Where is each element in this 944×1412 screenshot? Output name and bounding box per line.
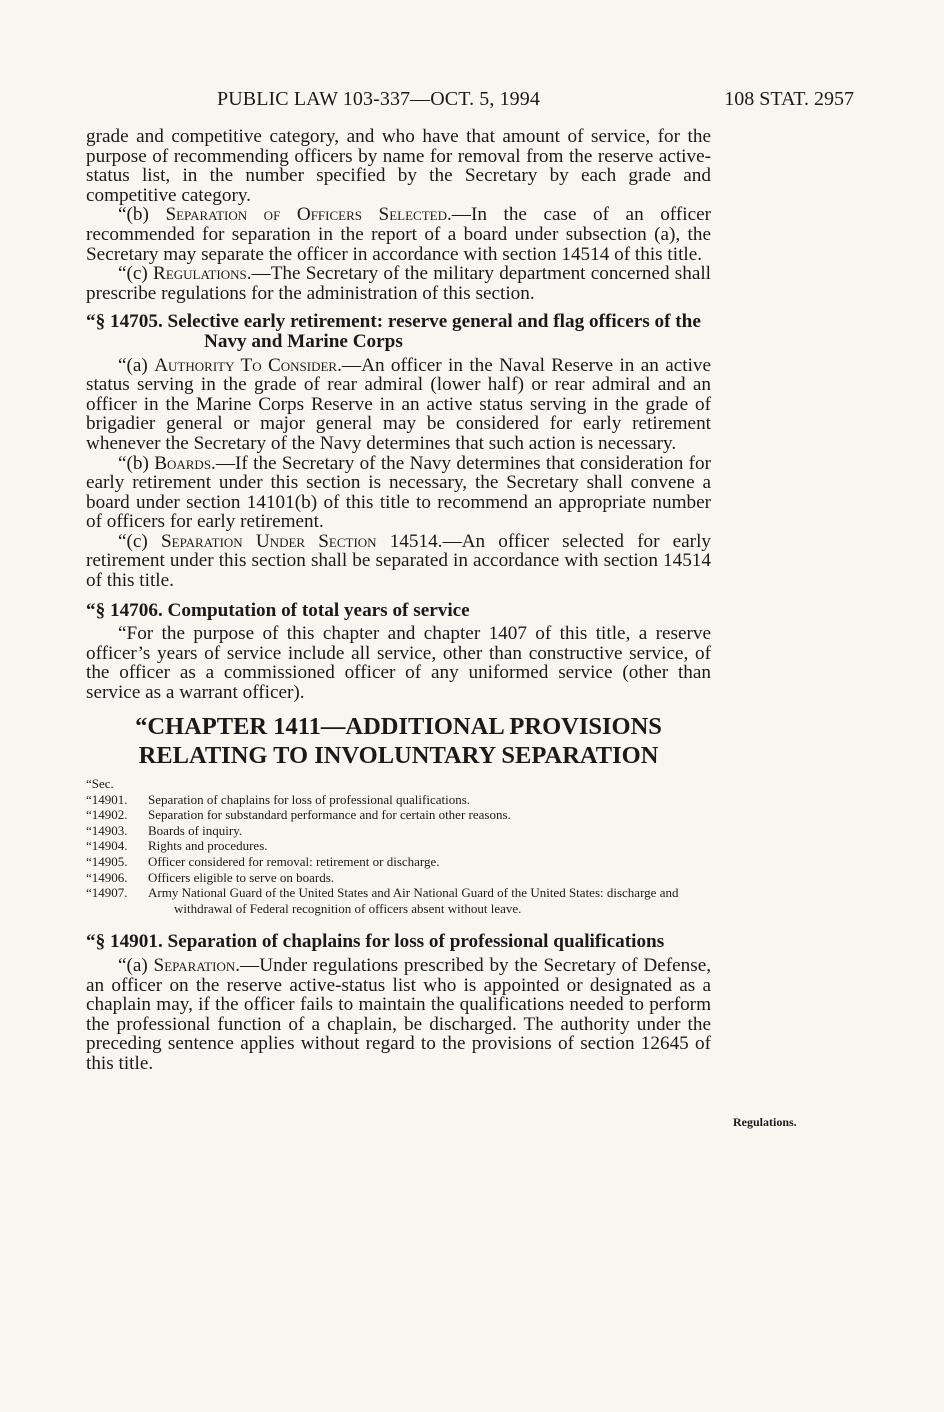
paragraph-14705-a [86,356,711,454]
chapter-title-line-1: “CHAPTER 1411—ADDITIONAL PROVISIONS [135,712,662,740]
para-text: 14514.—An officer selected for early retirement under this section shall be separated in accordance with section 14514 of this title. [86,530,711,592]
paragraph-c-regulations [86,264,711,303]
toc-text: Boards of inquiry. [148,822,243,838]
toc-item [86,885,711,916]
para-text: —If the Secretary of the Navy determines that consideration for early retirement under this section is necessary, the Secretary shall convene a board under section 14101(b) of this title to recommend an appropriate number of officers for early retirement. [86,452,711,533]
section-heading-14705: “§ 14705. Selective early retirement: reserve general and flag officers of the Navy and Marine Corps [86,311,701,352]
toc-number: “14904. [86,838,128,854]
para-text: —An officer in the Naval Reserve in an active status serving in the grade of rear admiral (lower half) or rear admiral and an officer in the Marine Corps Reserve in an active status serving in the grade of brigadier general or major general may be considered for early retirement whenever the Secretary of the Navy determines that such action is necessary. [86,354,712,454]
para-text: —The Secretary of the military department concerned shall prescribe regulations for the administration of this section. [86,263,711,304]
para-heading: Boards. [154,452,216,474]
toc-item [86,792,711,808]
section-heading-14901: “§ 14901. Separation of chaplains for loss of professional qualifications [86,931,665,953]
toc-text: Rights and procedures. [148,838,268,854]
para-prefix: “(a) [118,354,155,376]
toc-number: “14906. [86,869,128,885]
chapter-title [86,712,711,770]
toc-text: Separation of chaplains for loss of professional qualifications. [148,791,471,807]
toc-label: “Sec. [86,775,114,791]
page-header [0,88,944,118]
toc-number: “14903. [86,822,128,838]
margin-note-regulations: Regulations. [733,1115,797,1129]
para-text: —Under regulations prescribed by the Secretary of Defense, an officer on the reserve active-status list who is appointed or designated as a chaplain may, if the officer fails to maintain the qualifications needed to perform the professional function of a chaplain, be discharged. The authority under the preceding sentence applies without regard to the provisions of section 12645 of this title. [86,954,712,1074]
para-prefix: “(c) [118,530,161,552]
running-title: PUBLIC LAW 103-337—OCT. 5, 1994 [217,88,540,110]
toc-item [86,870,711,886]
toc-number: “14901. [86,791,128,807]
stat-page-number: 108 STAT. 2957 [724,88,854,110]
para-text: —In the case of an officer recommended for separation in the report of a board under subsection (a), the Secretary may separate the officer in accordance with section 14514 of this title. [86,204,711,265]
section-heading-14706: “§ 14706. Computation of total years of service [86,599,470,621]
toc-number: “14907. [86,885,128,901]
toc-text: Officers eligible to serve on boards. [148,869,335,885]
toc-number: “14902. [86,807,128,823]
chapter-title-line-2: RELATING TO INVOLUNTARY SEPARATION [138,741,659,769]
paragraph-14901-a [86,956,711,1074]
paragraph-continuation: grade and competitive category, and who have that amount of service, for the purpose of recommending officers by name for removal from the reserve active-status list, in the number specified by the Secretary by each grade and competitive category. [86,126,711,206]
toc-number: “14905. [86,854,128,869]
toc-text: Separation for substandard performance and for certain other reasons. [148,807,511,823]
para-heading: Separation Under Section [160,530,377,552]
para-heading: Authority To Consider. [154,354,342,376]
toc-item [86,854,711,870]
para-heading: Separation. [153,954,241,976]
table-of-sections [86,792,711,917]
paragraph-14705-c [86,532,711,591]
para-prefix: “(b) [118,204,166,226]
paragraph-14706: “For the purpose of this chapter and chapter 1407 of this title, a reserve officer’s years of service include all service, other than constructive service, of the officer as a commissioned officer of any uniformed service (other than service as a warrant officer). [86,623,711,704]
paragraph-b-separation [86,205,711,264]
para-heading: Separation of Officers Selected. [165,204,452,226]
para-prefix: “(b) [118,452,155,474]
para-heading: Regulations. [153,263,252,285]
page-body [86,127,711,1074]
toc-item [86,823,711,839]
toc-item [86,807,711,823]
toc-text: Officer considered for removal: retirement or discharge. [148,854,440,869]
para-prefix: “(c) [118,263,154,285]
toc-item [86,838,711,854]
toc-text: Army National Guard of the United States and Air National Guard of the United States: discharge and withdrawal of Federal recognition of officers absent without leave. [148,885,679,916]
para-prefix: “(a) [118,954,154,976]
paragraph-14705-b [86,454,711,532]
